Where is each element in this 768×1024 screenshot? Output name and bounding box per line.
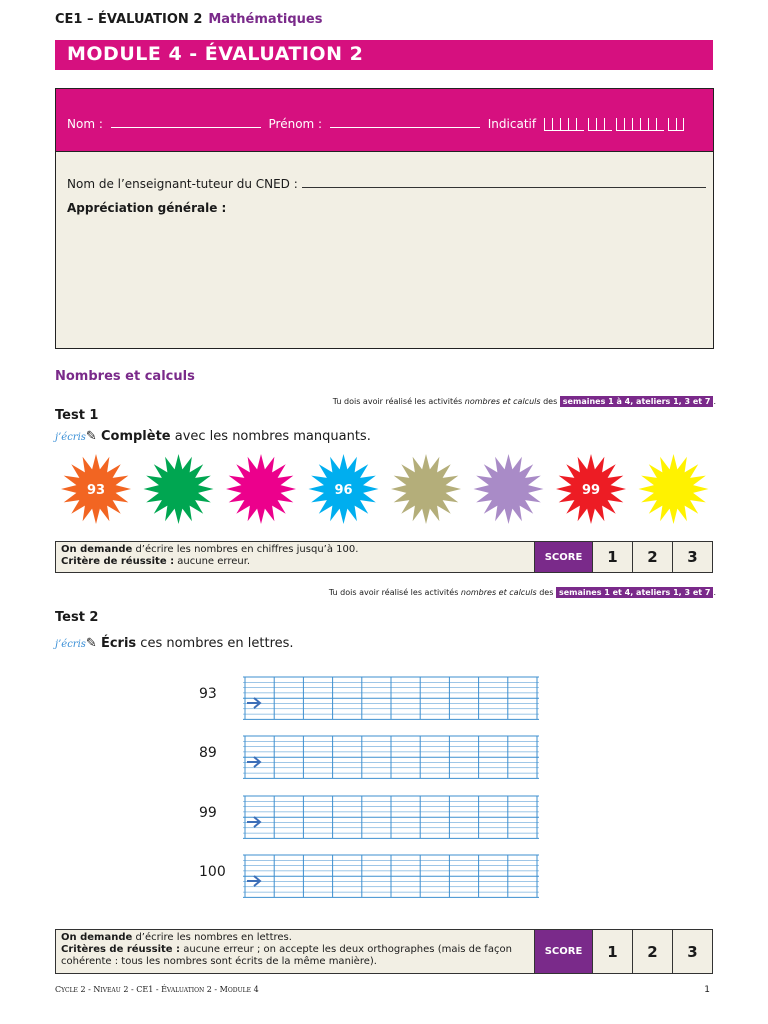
star-number: 96 [334,483,353,498]
demand-label: On demande [61,932,133,943]
subject-label: Mathématiques [208,12,323,27]
score-option-3[interactable]: 3 [672,930,712,973]
teacher-line [67,177,706,191]
arrow-right-icon [247,876,260,886]
test1-instruction [55,429,371,444]
instruction-text: ces nombres en lettres. [136,636,294,651]
star-number: 93 [86,483,106,498]
criteria-text: aucune erreur. [174,556,251,567]
instruction-verb: Complète [100,429,171,444]
score-option-3[interactable]: 3 [672,542,712,572]
instruction-text: avec les nombres manquants. [170,429,371,444]
pen-icon: ✎ [85,636,97,651]
arrow-right-icon [247,757,260,767]
star-number: 99 [581,483,601,498]
test2-score-bar [55,929,713,974]
score-option-2[interactable]: 2 [632,542,672,572]
note-italic: nombres et calculs [460,588,537,597]
test1-title: Test 1 [55,408,99,423]
star-burst [639,454,709,524]
prenom-label: Prénom : [268,117,323,131]
score-option-1[interactable]: 1 [592,930,632,973]
arrow-right-icon [247,817,260,827]
stars-row [55,452,715,526]
identity-header [56,89,713,152]
note-tag: semaines 1 à 4, ateliers 1, 3 et 7 [560,396,714,407]
note-tag: semaines 1 et 4, ateliers 1, 3 et 7 [556,587,714,598]
prenom-field[interactable] [330,127,480,128]
note-text: . [713,588,716,597]
number-89: 89 [199,745,217,761]
section-title: Nombres et calculs [55,369,195,384]
instruction-verb: Écris [100,636,137,651]
indicatif-label: Indicatif [487,117,537,131]
writing-grid[interactable] [243,734,539,780]
test2-title: Test 2 [55,610,99,625]
number-99: 99 [199,805,217,821]
criteria-label: Critères de réussite : [61,944,181,955]
jecris-label: j’écris [55,639,86,650]
test2-instruction [55,636,294,651]
score-description [56,930,534,973]
note-text: Tu dois avoir réalisé les activités [332,397,465,406]
score-label: SCORE [534,542,592,572]
writing-grid[interactable] [243,853,539,899]
writing-grid[interactable] [243,675,539,721]
nom-field[interactable] [111,127,261,128]
star-burst [391,454,461,524]
test2-prerequisite-note [329,588,716,597]
note-text: des [540,397,560,406]
score-label: SCORE [534,930,592,973]
appreciation-label: Appréciation générale : [67,201,227,215]
number-93: 93 [199,686,217,702]
footer-text: Cycle 2 - Niveau 2 - CE1 - Évaluation 2 - Module 4 [55,985,259,994]
star-burst [474,454,544,524]
test1-score-bar [55,541,713,573]
jecris-label: j’écris [55,432,86,443]
pen-icon: ✎ [85,429,97,444]
nom-label: Nom : [67,117,103,131]
test1-prerequisite-note [333,397,716,406]
teacher-field[interactable] [302,187,706,188]
demand-text: d’écrire les nombres en lettres. [132,932,292,943]
criteria-label: Critère de réussite : [61,556,175,567]
arrow-right-icon [247,698,260,708]
writing-grid[interactable] [243,794,539,840]
indicatif-field[interactable] [544,118,684,131]
star-burst [144,454,214,524]
note-text: Tu dois avoir réalisé les activités [328,588,461,597]
teacher-label: Nom de l’enseignant-tuteur du CNED : [67,177,298,191]
star-burst [226,454,296,524]
score-option-2[interactable]: 2 [632,930,672,973]
criteria-text: aucune erreur ; on accepte les deux orthographes (mais de façon cohérente : tous les nombres sont écrits de la même manière). [61,944,512,967]
number-100: 100 [199,864,226,880]
identity-box [55,88,714,349]
level-label: CE1 – ÉVALUATION 2 [55,12,203,27]
demand-text: d’écrire les nombres en chiffres jusqu’à 100. [132,544,359,555]
module-title: MODULE 4 - ÉVALUATION 2 [55,40,713,70]
score-option-1[interactable]: 1 [592,542,632,572]
note-text: . [713,397,716,406]
page-header [55,12,322,27]
demand-label: On demande [61,544,133,555]
score-description [56,542,534,572]
note-text: des [536,588,556,597]
note-italic: nombres et calculs [464,397,541,406]
page-number: 1 [704,985,710,995]
